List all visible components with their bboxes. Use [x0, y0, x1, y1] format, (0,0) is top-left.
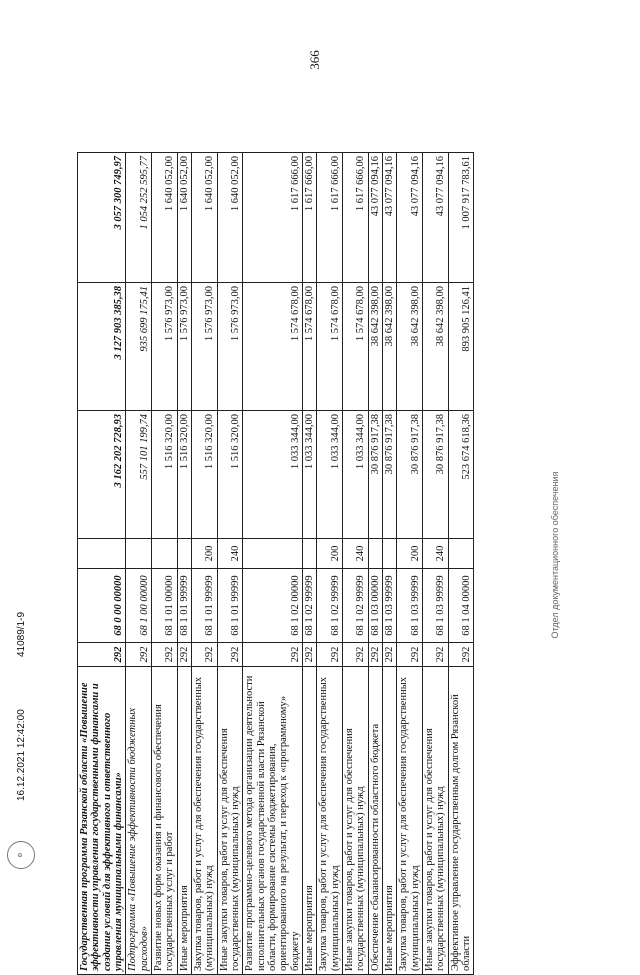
- row-amount-2023: 893 905 126,41: [448, 283, 474, 411]
- row-amount-2022: 1 033 344,00: [342, 411, 368, 539]
- row-amount-2022: 3 162 202 728,93: [78, 411, 126, 539]
- row-amount-2022: 1 033 344,00: [317, 411, 343, 539]
- row-vr-code: [302, 539, 316, 569]
- row-amount-2023: 1 574 678,00: [342, 283, 368, 411]
- table-row: [217, 153, 243, 975]
- row-vr-code: 200: [397, 539, 423, 569]
- row-amount-2024: 1 640 052,00: [151, 153, 177, 283]
- row-amount-2023: 38 642 398,00: [397, 283, 423, 411]
- row-name: Иные закупки товаров, работ и услуг для обеспечения государственных (муниципальных) нужд: [422, 667, 448, 975]
- table-row: [243, 153, 303, 975]
- budget-table: [77, 152, 474, 975]
- row-amount-2022: 30 876 917,38: [368, 411, 382, 539]
- row-amount-2022: 1 033 344,00: [302, 411, 316, 539]
- table-row: [302, 153, 316, 975]
- table-row: [317, 153, 343, 975]
- row-vr-code: 240: [217, 539, 243, 569]
- row-csr-code: 68 1 02 99999: [302, 569, 316, 643]
- row-amount-2023: 1 574 678,00: [317, 283, 343, 411]
- row-amount-2024: 43 077 094,16: [397, 153, 423, 283]
- row-name: Развитие новых форм оказания и финансового обеспечения государственных услуг и работ: [151, 667, 177, 975]
- row-amount-2024: 1 640 052,00: [177, 153, 191, 283]
- row-csr-code: 68 1 03 99999: [382, 569, 396, 643]
- table-row: [78, 153, 126, 975]
- row-amount-2023: 38 642 398,00: [382, 283, 396, 411]
- row-amount-2024: 1 007 917 783,61: [448, 153, 474, 283]
- row-amount-2024: 3 057 300 749,97: [78, 153, 126, 283]
- row-amount-2024: 1 617 666,00: [243, 153, 303, 283]
- row-amount-2024: 43 077 094,16: [422, 153, 448, 283]
- row-admin-code: 292: [317, 643, 343, 667]
- table-row: [397, 153, 423, 975]
- row-name: Государственная программа Рязанской области «Повышение эффективности управления государственными финансами и создание условий для эффективного и ответственного управления муниципальными финансами»: [78, 667, 126, 975]
- table-row: [382, 153, 396, 975]
- row-vr-code: [126, 539, 152, 569]
- row-amount-2022: 557 101 199,74: [126, 411, 152, 539]
- row-amount-2022: 1 033 344,00: [243, 411, 303, 539]
- footer-timestamp: 16.12.2021 12:42:00: [16, 709, 27, 801]
- row-amount-2024: 1 617 666,00: [342, 153, 368, 283]
- row-amount-2023: 1 576 973,00: [151, 283, 177, 411]
- row-csr-code: 68 1 02 99999: [317, 569, 343, 643]
- row-vr-code: 240: [422, 539, 448, 569]
- row-csr-code: 68 1 01 99999: [191, 569, 217, 643]
- table-row: [177, 153, 191, 975]
- row-name: Закупка товаров, работ и услуг для обеспечения государственных (муниципальных) нужд: [397, 667, 423, 975]
- row-amount-2024: 1 617 666,00: [302, 153, 316, 283]
- row-vr-code: [382, 539, 396, 569]
- row-amount-2023: 935 699 175,41: [126, 283, 152, 411]
- row-vr-code: [177, 539, 191, 569]
- row-name: Иные мероприятия: [302, 667, 316, 975]
- row-amount-2023: 1 576 973,00: [217, 283, 243, 411]
- table-row: [151, 153, 177, 975]
- row-admin-code: 292: [368, 643, 382, 667]
- table-row: [191, 153, 217, 975]
- table-row: [368, 153, 382, 975]
- row-amount-2022: 30 876 917,38: [397, 411, 423, 539]
- row-amount-2023: 1 574 678,00: [243, 283, 303, 411]
- footer: [7, 309, 35, 869]
- row-csr-code: 68 0 00 00000: [78, 569, 126, 643]
- row-name: Обеспечение сбалансированности областного бюджета: [368, 667, 382, 975]
- row-amount-2024: 43 077 094,16: [382, 153, 396, 283]
- row-admin-code: 292: [78, 643, 126, 667]
- row-admin-code: 292: [126, 643, 152, 667]
- row-amount-2024: 1 054 252 595,77: [126, 153, 152, 283]
- row-amount-2023: 1 576 973,00: [177, 283, 191, 411]
- row-amount-2023: 1 576 973,00: [191, 283, 217, 411]
- row-amount-2022: 30 876 917,38: [382, 411, 396, 539]
- row-amount-2023: 3 127 903 385,38: [78, 283, 126, 411]
- row-amount-2024: 43 077 094,16: [368, 153, 382, 283]
- row-amount-2022: 1 516 320,00: [191, 411, 217, 539]
- row-name: Развитие программно-целевого метода организации деятельности исполнительных органов государственной власти Рязанской области, формирование системы бюджетирования, ориентированного на результат, и переход к «программному» бюджету: [243, 667, 303, 975]
- row-csr-code: 68 1 00 00000: [126, 569, 152, 643]
- row-csr-code: 68 1 01 00000: [151, 569, 177, 643]
- row-amount-2023: 1 574 678,00: [302, 283, 316, 411]
- row-admin-code: 292: [243, 643, 303, 667]
- row-vr-code: [151, 539, 177, 569]
- department-stamp: Отдел документационного обеспечения: [550, 471, 560, 639]
- row-name: Иные закупки товаров, работ и услуг для обеспечения государственных (муниципальных) нужд: [217, 667, 243, 975]
- row-vr-code: 200: [317, 539, 343, 569]
- row-csr-code: 68 1 02 00000: [243, 569, 303, 643]
- row-csr-code: 68 1 01 99999: [217, 569, 243, 643]
- row-vr-code: 200: [191, 539, 217, 569]
- row-amount-2024: 1 617 666,00: [317, 153, 343, 283]
- row-name: Иные мероприятия: [177, 667, 191, 975]
- row-csr-code: 68 1 03 00000: [368, 569, 382, 643]
- row-admin-code: 292: [342, 643, 368, 667]
- footer-doc-code: 41089/1-9: [16, 611, 27, 657]
- row-amount-2024: 1 640 052,00: [191, 153, 217, 283]
- page-number: 366: [306, 50, 322, 70]
- row-name: Иные закупки товаров, работ и услуг для обеспечения государственных (муниципальных) нужд: [342, 667, 368, 975]
- row-amount-2022: 523 674 618,36: [448, 411, 474, 539]
- row-vr-code: [243, 539, 303, 569]
- row-amount-2022: 1 516 320,00: [217, 411, 243, 539]
- row-amount-2023: 38 642 398,00: [368, 283, 382, 411]
- row-csr-code: 68 1 04 00000: [448, 569, 474, 643]
- row-vr-code: [368, 539, 382, 569]
- row-name: Подпрограмма «Повышение эффективности бюджетных расходов»: [126, 667, 152, 975]
- row-admin-code: 292: [151, 643, 177, 667]
- row-amount-2022: 1 516 320,00: [151, 411, 177, 539]
- row-vr-code: 240: [342, 539, 368, 569]
- row-admin-code: 292: [177, 643, 191, 667]
- row-admin-code: 292: [191, 643, 217, 667]
- table-row: [126, 153, 152, 975]
- row-name: Иные мероприятия: [382, 667, 396, 975]
- row-admin-code: 292: [397, 643, 423, 667]
- row-amount-2022: 1 516 320,00: [177, 411, 191, 539]
- row-csr-code: 68 1 03 99999: [397, 569, 423, 643]
- row-admin-code: 292: [382, 643, 396, 667]
- row-vr-code: [78, 539, 126, 569]
- row-csr-code: 68 1 01 99999: [177, 569, 191, 643]
- row-amount-2024: 1 640 052,00: [217, 153, 243, 283]
- row-amount-2022: 30 876 917,38: [422, 411, 448, 539]
- row-amount-2023: 38 642 398,00: [422, 283, 448, 411]
- row-name: Закупка товаров, работ и услуг для обеспечения государственных (муниципальных) нужд: [317, 667, 343, 975]
- table-row: [342, 153, 368, 975]
- row-admin-code: 292: [448, 643, 474, 667]
- row-admin-code: 292: [217, 643, 243, 667]
- row-csr-code: 68 1 03 99999: [422, 569, 448, 643]
- budget-table-wrapper: [77, 153, 557, 975]
- row-admin-code: 292: [422, 643, 448, 667]
- table-row: [448, 153, 474, 975]
- registry-logo-icon: ⚙: [7, 841, 35, 869]
- row-csr-code: 68 1 02 99999: [342, 569, 368, 643]
- table-row: [422, 153, 448, 975]
- row-admin-code: 292: [302, 643, 316, 667]
- row-name: Эффективное управление государственным долгом Рязанской области: [448, 667, 474, 975]
- row-name: Закупка товаров, работ и услуг для обеспечения государственных (муниципальных) нужд: [191, 667, 217, 975]
- row-vr-code: [448, 539, 474, 569]
